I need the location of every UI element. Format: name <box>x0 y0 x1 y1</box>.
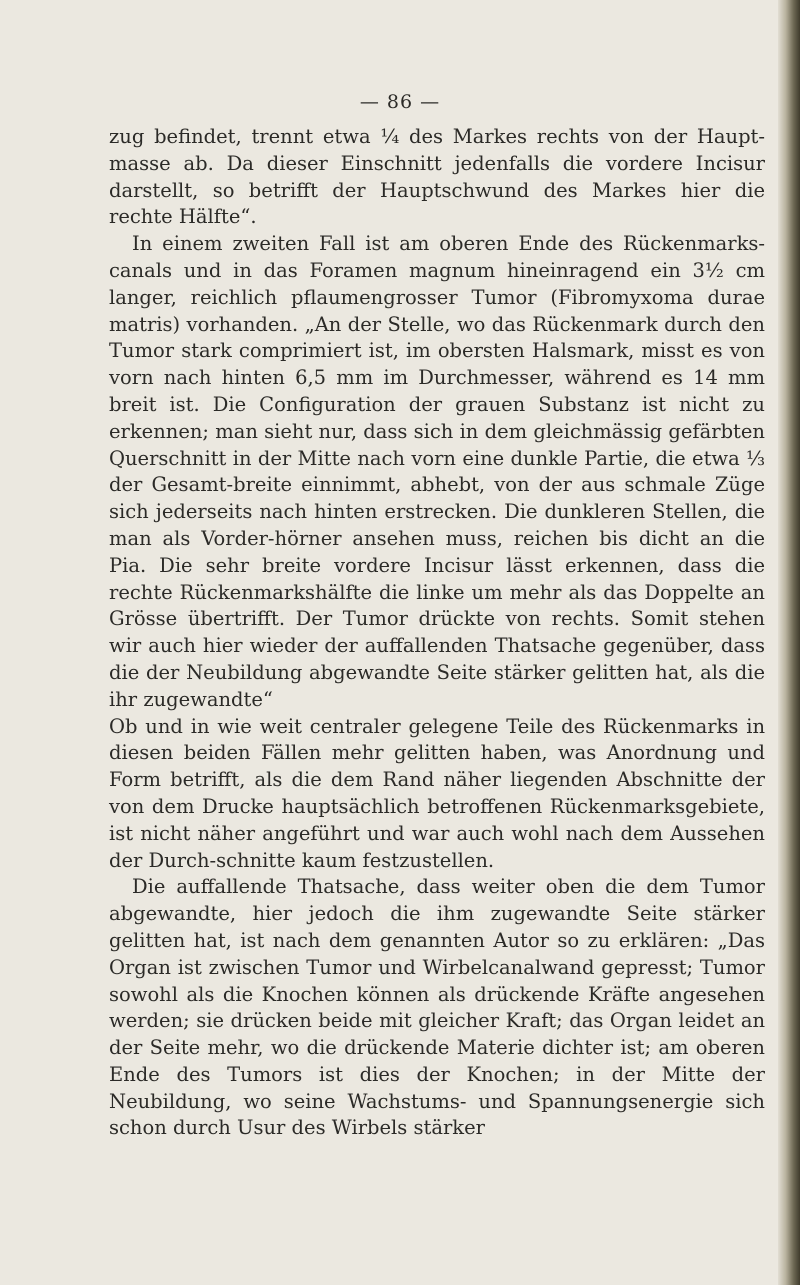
page-number: — 86 — <box>359 91 441 113</box>
paragraph-1: zug befindet, trennt etwa ¼ des Markes rechts von der Haupt-masse ab. Da dieser Einschnitt jedenfalls die vordere Incisur darstellt, so betrifft der Hauptschwund des Markes hier die rechte Hälfte“. <box>109 125 765 229</box>
paragraph-2: In einem zweiten Fall ist am oberen Ende des Rückenmarks-canals und in das Foramen magnum hineinragend ein 3½ cm langer, reichlich pflaumengrosser Tumor (Fibromyxoma durae matris) vorhanden. „An der Stelle, wo das Rückenmark durch den Tumor stark comprimiert ist, im obersten Halsmark, misst es von vorn nach hinten 6,5 mm im Durchmesser, während es 14 mm breit ist. Die Configuration der grauen Substanz ist nicht zu erkennen; man sieht nur, dass sich in dem gleichmässig gefärbten Querschnitt in der Mitte nach vorn eine dunkle Partie, die etwa ⅓ der Gesamt-breite einnimmt, abhebt, von der aus schmale Züge sich jederseits nach hinten erstrecken. Die dunkleren Stellen, die man als Vorder-hörner ansehen muss, reichen bis dicht an die Pia. Die sehr breite vordere Incisur lässt erkennen, dass die rechte Rückenmarkshälfte die linke um mehr als das Doppelte an Grösse übertrifft. Der Tumor drückte von rechts. Somit stehen wir auch hier wieder der auffallenden Thatsache gegenüber, dass die der Neubildung abgewandte Seite stärker gelitten hat, als die ihr zugewandte“ <box>109 232 765 711</box>
body-text <box>109 124 765 1142</box>
paragraph-3: Ob und in wie weit centraler gelegene Teile des Rückenmarks in diesen beiden Fällen mehr gelitten haben, was Anordnung und Form betrifft, als die dem Rand näher liegenden Abschnitte der von dem Drucke hauptsächlich betroffenen Rückenmarksgebiete, ist nicht näher angeführt und war auch wohl nach dem Aussehen der Durch-schnitte kaum festzustellen. <box>109 714 765 872</box>
page-edge-shadow <box>778 0 800 1285</box>
paragraph-4: Die auffallende Thatsache, dass weiter oben die dem Tumor abgewandte, hier jedoch die ihm zugewandte Seite stärker gelitten hat, ist nach dem genannten Autor so zu erklären: „Das Organ ist zwischen Tumor und Wirbelcanalwand gepresst; Tumor sowohl als die Knochen können als drückende Kräfte angesehen werden; sie drücken beide mit gleicher Kraft; das Organ leidet an der Seite mehr, wo die drückende Materie dichter ist; am oberen Ende des Tumors ist dies der Knochen; in der Mitte der Neubildung, wo seine Wachstums- und Spannungsenergie sich schon durch Usur des Wirbels stärker <box>109 875 765 1140</box>
